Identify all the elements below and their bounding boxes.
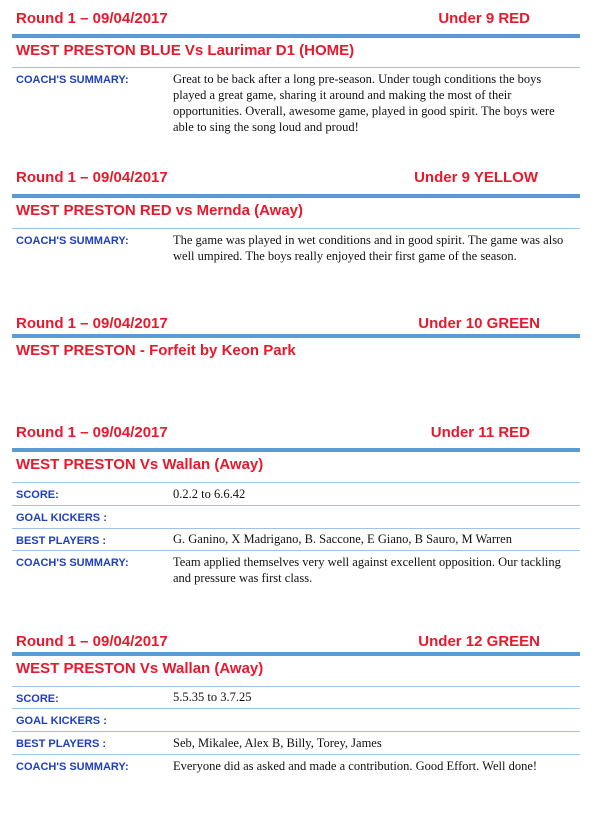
divider — [12, 194, 580, 198]
goal-kickers-label: GOAL KICKERS : — [16, 715, 107, 727]
coach-summary-label: COACH'S SUMMARY: — [16, 74, 129, 86]
score-label: SCORE: — [16, 489, 59, 501]
coach-summary-label: COACH'S SUMMARY: — [16, 557, 129, 569]
coach-summary: Great to be back after a long pre-season. Under tough conditions the boys played a great game, sharing it around and making the most of their opportunities. Overall, awesome game, played in good spirit. The boys were able to sing the song loud and proud! — [173, 72, 555, 134]
round-date: Round 1 – 09/04/2017 — [16, 424, 168, 441]
divider — [12, 528, 580, 529]
grade-title: Under 10 GREEN — [418, 315, 540, 332]
best-players-value: G. Ganino, X Madrigano, B. Saccone, E Giano, B Sauro, M Warren — [173, 532, 512, 546]
divider — [12, 67, 580, 68]
score-value: 5.5.35 to 3.7.25 — [173, 690, 252, 704]
coach-summary: The game was played in wet conditions and in good spirit. The game was also well umpired. The boys really enjoyed their first game of the season. — [173, 233, 564, 263]
goal-kickers-label: GOAL KICKERS : — [16, 512, 107, 524]
best-players-value: Seb, Mikalee, Alex B, Billy, Torey, James — [173, 736, 382, 750]
divider — [12, 686, 580, 687]
divider — [12, 708, 580, 709]
match-title: WEST PRESTON Vs Wallan (Away) — [16, 660, 264, 677]
grade-title: Under 11 RED — [430, 424, 530, 441]
match-title: WEST PRESTON Vs Wallan (Away) — [16, 456, 264, 473]
divider — [12, 228, 580, 229]
grade-title: Under 12 GREEN — [418, 633, 540, 650]
match-title: WEST PRESTON - Forfeit by Keon Park — [16, 342, 296, 359]
coach-summary-label: COACH'S SUMMARY: — [16, 235, 129, 247]
coach-summary: Team applied themselves very well against excellent opposition. Our tackling and pressure was first class. — [173, 555, 561, 585]
divider — [12, 505, 580, 506]
grade-title: Under 9 RED — [438, 10, 530, 27]
divider — [12, 334, 580, 338]
round-date: Round 1 – 09/04/2017 — [16, 169, 168, 186]
match-title: WEST PRESTON BLUE Vs Laurimar D1 (HOME) — [16, 42, 355, 59]
coach-summary-label: COACH'S SUMMARY: — [16, 761, 129, 773]
grade-title: Under 9 YELLOW — [414, 169, 538, 186]
match-title: WEST PRESTON RED vs Mernda (Away) — [16, 202, 304, 219]
coach-summary: Everyone did as asked and made a contribution. Good Effort. Well done! — [173, 759, 538, 773]
score-value: 0.2.2 to 6.6.42 — [173, 487, 246, 501]
best-players-label: BEST PLAYERS : — [16, 738, 107, 750]
round-date: Round 1 – 09/04/2017 — [16, 633, 168, 650]
round-date: Round 1 – 09/04/2017 — [16, 10, 168, 27]
divider — [12, 754, 580, 755]
score-label: SCORE: — [16, 693, 59, 705]
divider — [12, 34, 580, 38]
divider — [12, 482, 580, 483]
divider — [12, 731, 580, 732]
divider — [12, 448, 580, 452]
best-players-label: BEST PLAYERS : — [16, 535, 107, 547]
round-date: Round 1 – 09/04/2017 — [16, 315, 168, 332]
divider — [12, 652, 580, 656]
divider — [12, 550, 580, 551]
